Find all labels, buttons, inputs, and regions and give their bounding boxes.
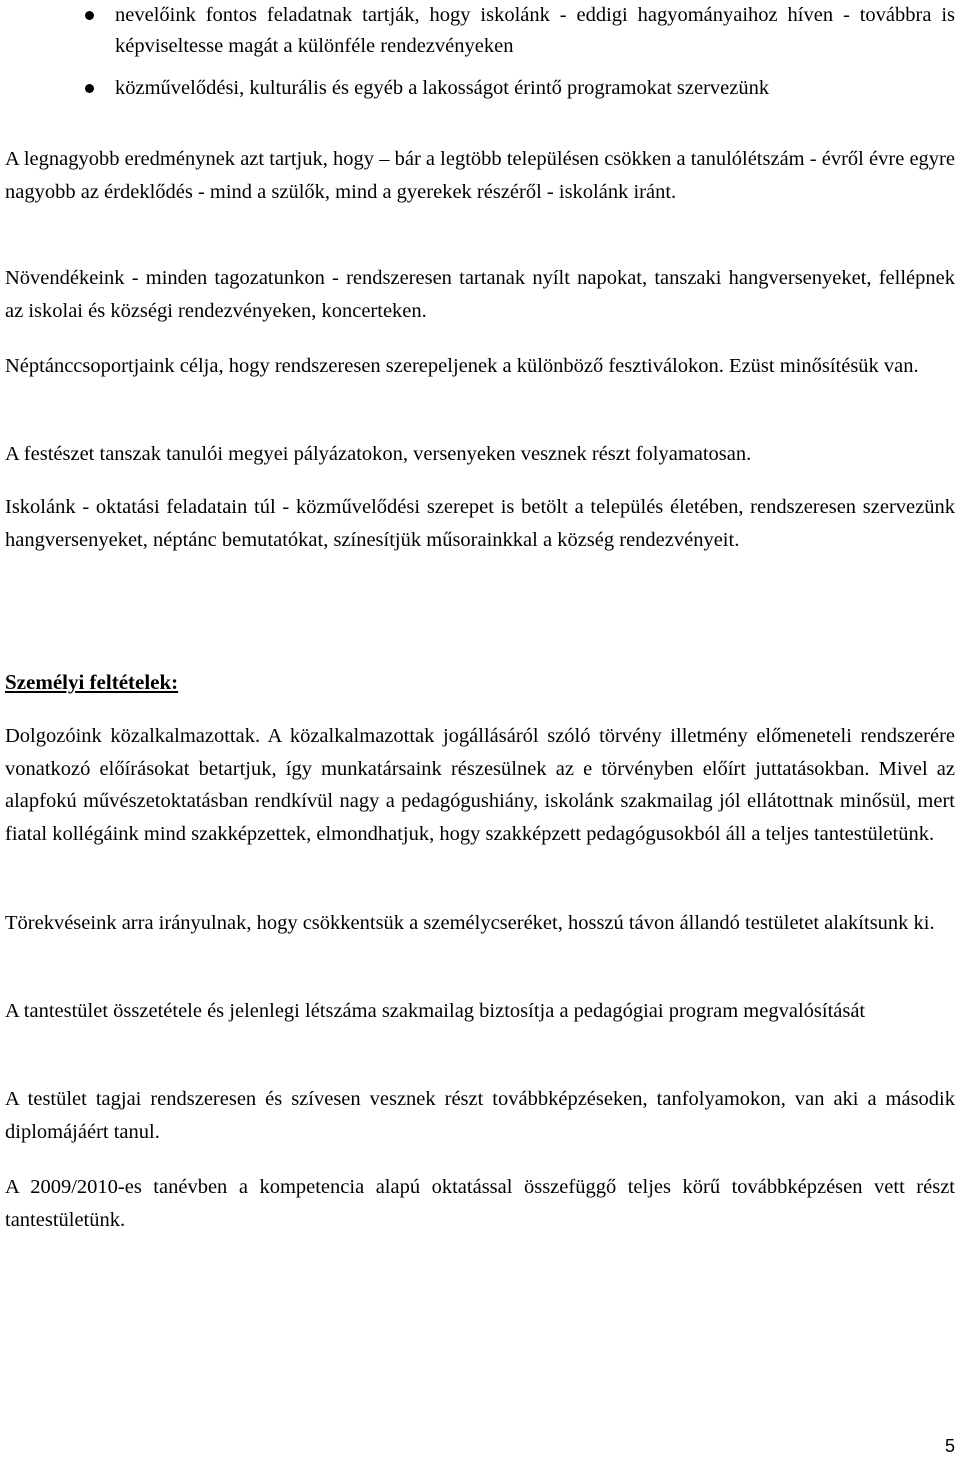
bullet-item-programs: közművelődési, kulturális és egyéb a lakosságot érintő programokat szervezünk [5, 73, 955, 104]
paragraph-folk-dance: Néptánccsoportjaink célja, hogy rendszeresen szerepeljenek a különböző fesztiválokon. Ezüst minősítésük van. [5, 355, 919, 377]
paragraph-training: A testület tagjai rendszeresen és szívesen vesznek részt továbbképzéseken, tanfolyamokon, van aki a második diplomájáért tanul. [5, 1088, 955, 1143]
paragraph-staff-composition: A tantestület összetétele és jelenlegi létszáma szakmailag biztosítja a pedagógiai program megvalósítását [5, 1000, 866, 1022]
paragraph-competency-training: A 2009/2010-es tanévben a kompetencia alapú oktatással összefüggő teljes körű továbbképzésen vett részt tantestületünk. [5, 1176, 955, 1231]
section-heading-staff: Személyi feltételek: [5, 670, 179, 694]
bullet-list [5, 0, 955, 104]
bullet-item-events: nevelőink fontos feladatnak tartják, hogy iskolánk - eddigi hagyományaihoz híven - továbbra is képviseltesse magát a különféle rendezvényeken [5, 0, 955, 62]
paragraph-employees: Dolgozóink közalkalmazottak. A közalkalmazottak jogállásáról szóló törvény illetmény előmeneteli rendszerére vonatkozó előírásokat betartjuk, így munkatársaink részesülnek az e törvényben előírt juttatásokban. Mivel az alapfokú művészetoktatásban rendkívül nagy a pedagógushiány, iskolánk szakmailag jól ellátottnak minősül, mert fiatal kollégáink mind szakképzettek, elmondhatjuk, hogy szakképzett pedagógusokból áll a teljes tantestületünk. [5, 725, 955, 845]
page-number: 5 [944, 1436, 955, 1456]
paragraph-community-role: Iskolánk - oktatási feladatain túl - közművelődési szerepet is betölt a település életében, rendszeresen szervezünk hangversenyeket, néptánc bemutatókat, színesítjük műsorainkkal a község rendezvényeit. [5, 496, 955, 551]
paragraph-students: Növendékeink - minden tagozatunkon - rendszeresen tartanak nyílt napokat, tanszaki hangversenyeket, fellépnek az iskolai és községi rendezvényeken, koncerteken. [5, 267, 955, 322]
paragraph-aspirations: Törekvéseink arra irányulnak, hogy csökkentsük a személycseréket, hosszú távon állandó testületet alakítsunk ki. [5, 912, 935, 934]
paragraph-results: A legnagyobb eredménynek azt tartjuk, hogy – bár a legtöbb településen csökken a tanulólétszám - évről évre egyre nagyobb az érdeklődés - mind a szülők, mind a gyerekek részéről - iskolánk iránt. [5, 148, 955, 203]
paragraph-painting: A festészet tanszak tanulói megyei pályázatokon, versenyeken vesznek részt folyamatosan. [5, 443, 752, 465]
document-page [5, 0, 955, 1460]
